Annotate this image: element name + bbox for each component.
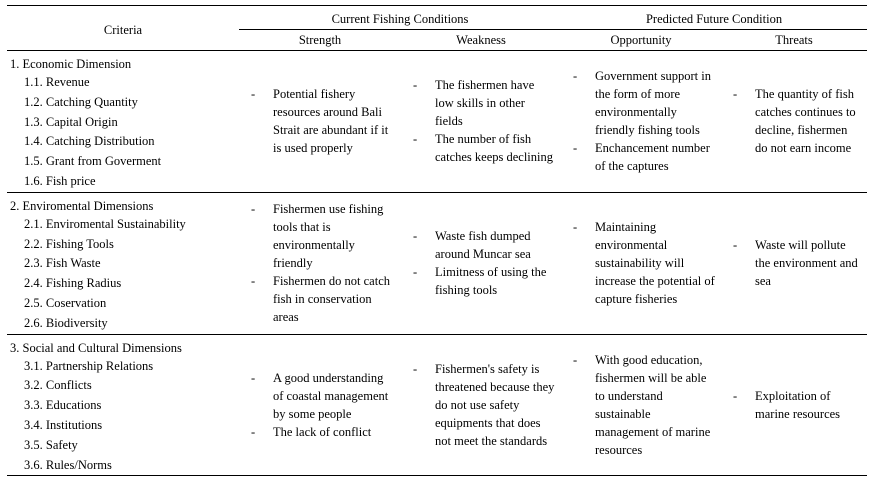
bullet-item: - The number of fish catches keeps declining — [413, 130, 555, 166]
bullet-item: - Fishermen use fishing tools that is environmentally friendly — [251, 200, 395, 272]
threats-list — [721, 85, 861, 157]
future-condition-header: Predicted Future Condition — [561, 6, 867, 30]
bullet-item: - The fishermen have low skills in other fields — [413, 76, 555, 130]
threats-list — [721, 236, 861, 290]
weakness-cell — [401, 334, 561, 476]
bullet-item: - Potential fishery resources around Bali Strait are abundant if it is used properly — [251, 85, 395, 157]
criteria-item: 2.2. Fishing Tools — [24, 236, 114, 251]
opportunity-cell — [561, 334, 721, 476]
bullet-item: - Waste will pollute the environment and sea — [733, 236, 861, 290]
criteria-item: 1.1. Revenue — [24, 75, 90, 89]
criteria-item: 1.5. Grant from Goverment — [24, 154, 162, 169]
criteria-item: 3.5. Safety — [24, 437, 78, 452]
table-row — [7, 51, 867, 193]
table-row — [7, 192, 867, 334]
strength-cell — [239, 192, 401, 334]
strength-header: Strength — [239, 30, 401, 51]
strength-cell — [239, 51, 401, 193]
swot-table-container — [7, 5, 867, 476]
criteria-item: 2.4. Fishing Radius — [24, 276, 122, 291]
criteria-item: 2.1. Enviromental Sustainability — [24, 216, 186, 231]
weakness-cell — [401, 192, 561, 334]
criteria-item: 2.3. Fish Waste — [24, 256, 101, 271]
bullet-item: - A good understanding of coastal management by some people — [251, 369, 395, 423]
dimension-title: 3. Social and Cultural Dimensions — [10, 340, 182, 355]
bullet-item: - The lack of conflict — [251, 423, 395, 441]
criteria-item: 2.6. Biodiversity — [24, 315, 108, 330]
strength-list — [239, 369, 395, 441]
threats-cell — [721, 334, 867, 476]
opportunity-list — [561, 218, 715, 308]
weakness-header: Weakness — [401, 30, 561, 51]
threats-list — [721, 387, 861, 423]
bullet-item: - Maintaining environmental sustainability will increase the potential of capture fisheries — [573, 218, 715, 308]
bullet-item: - Government support in the form of more environmentally friendly fishing tools — [573, 67, 715, 139]
opportunity-header: Opportunity — [561, 30, 721, 51]
threats-cell — [721, 51, 867, 193]
criteria-item: 2.5. Coservation — [24, 295, 107, 310]
bullet-item: - With good education, fishermen will be able to understand sustainable management of marine resources — [573, 351, 715, 459]
bullet-item: - Fishermen's safety is threatened because they do not use safety equipments that does not meet the standards — [413, 360, 555, 450]
criteria-item: 3.3. Educations — [24, 398, 102, 413]
criteria-cell — [7, 51, 239, 193]
dimension-title: 2. Enviromental Dimensions — [10, 198, 154, 213]
criteria-cell — [7, 334, 239, 476]
criteria-item: 3.2. Conflicts — [24, 378, 92, 393]
table-row — [7, 334, 867, 476]
weakness-list — [401, 227, 555, 299]
criteria-item: 3.1. Partnership Relations — [24, 358, 154, 373]
criteria-item: 1.2. Catching Quantity — [24, 94, 138, 109]
criteria-item: 1.3. Capital Origin — [24, 114, 118, 129]
bullet-item: - Exploitation of marine resources — [733, 387, 861, 423]
opportunity-list — [561, 67, 715, 175]
bullet-item: - The quantity of fish catches continues to decline, fishermen do not earn income — [733, 85, 861, 157]
bullet-item: - Limitness of using the fishing tools — [413, 263, 555, 299]
opportunity-cell — [561, 51, 721, 193]
criteria-cell — [7, 192, 239, 334]
criteria-item: 3.4. Institutions — [24, 417, 103, 432]
threats-cell — [721, 192, 867, 334]
weakness-cell — [401, 51, 561, 193]
opportunity-cell — [561, 192, 721, 334]
strength-list — [239, 85, 395, 157]
opportunity-list — [561, 351, 715, 459]
strength-cell — [239, 334, 401, 476]
threats-header: Threats — [721, 30, 867, 51]
criteria-header: Criteria — [7, 6, 239, 51]
weakness-list — [401, 360, 555, 450]
bullet-item: - Fishermen do not catch fish in conservation areas — [251, 272, 395, 326]
criteria-item: 3.6. Rules/Norms — [24, 457, 112, 472]
criteria-item: 1.6. Fish price — [24, 173, 96, 188]
swot-table — [7, 5, 867, 476]
bullet-item: - Waste fish dumped around Muncar sea — [413, 227, 555, 263]
weakness-list — [401, 76, 555, 166]
current-conditions-header: Current Fishing Conditions — [239, 6, 561, 30]
criteria-item: 1.4. Catching Distribution — [24, 134, 155, 149]
dimension-title: 1. Economic Dimension — [10, 57, 132, 71]
bullet-item: - Enchancement number of the captures — [573, 139, 715, 175]
strength-list — [239, 200, 395, 326]
